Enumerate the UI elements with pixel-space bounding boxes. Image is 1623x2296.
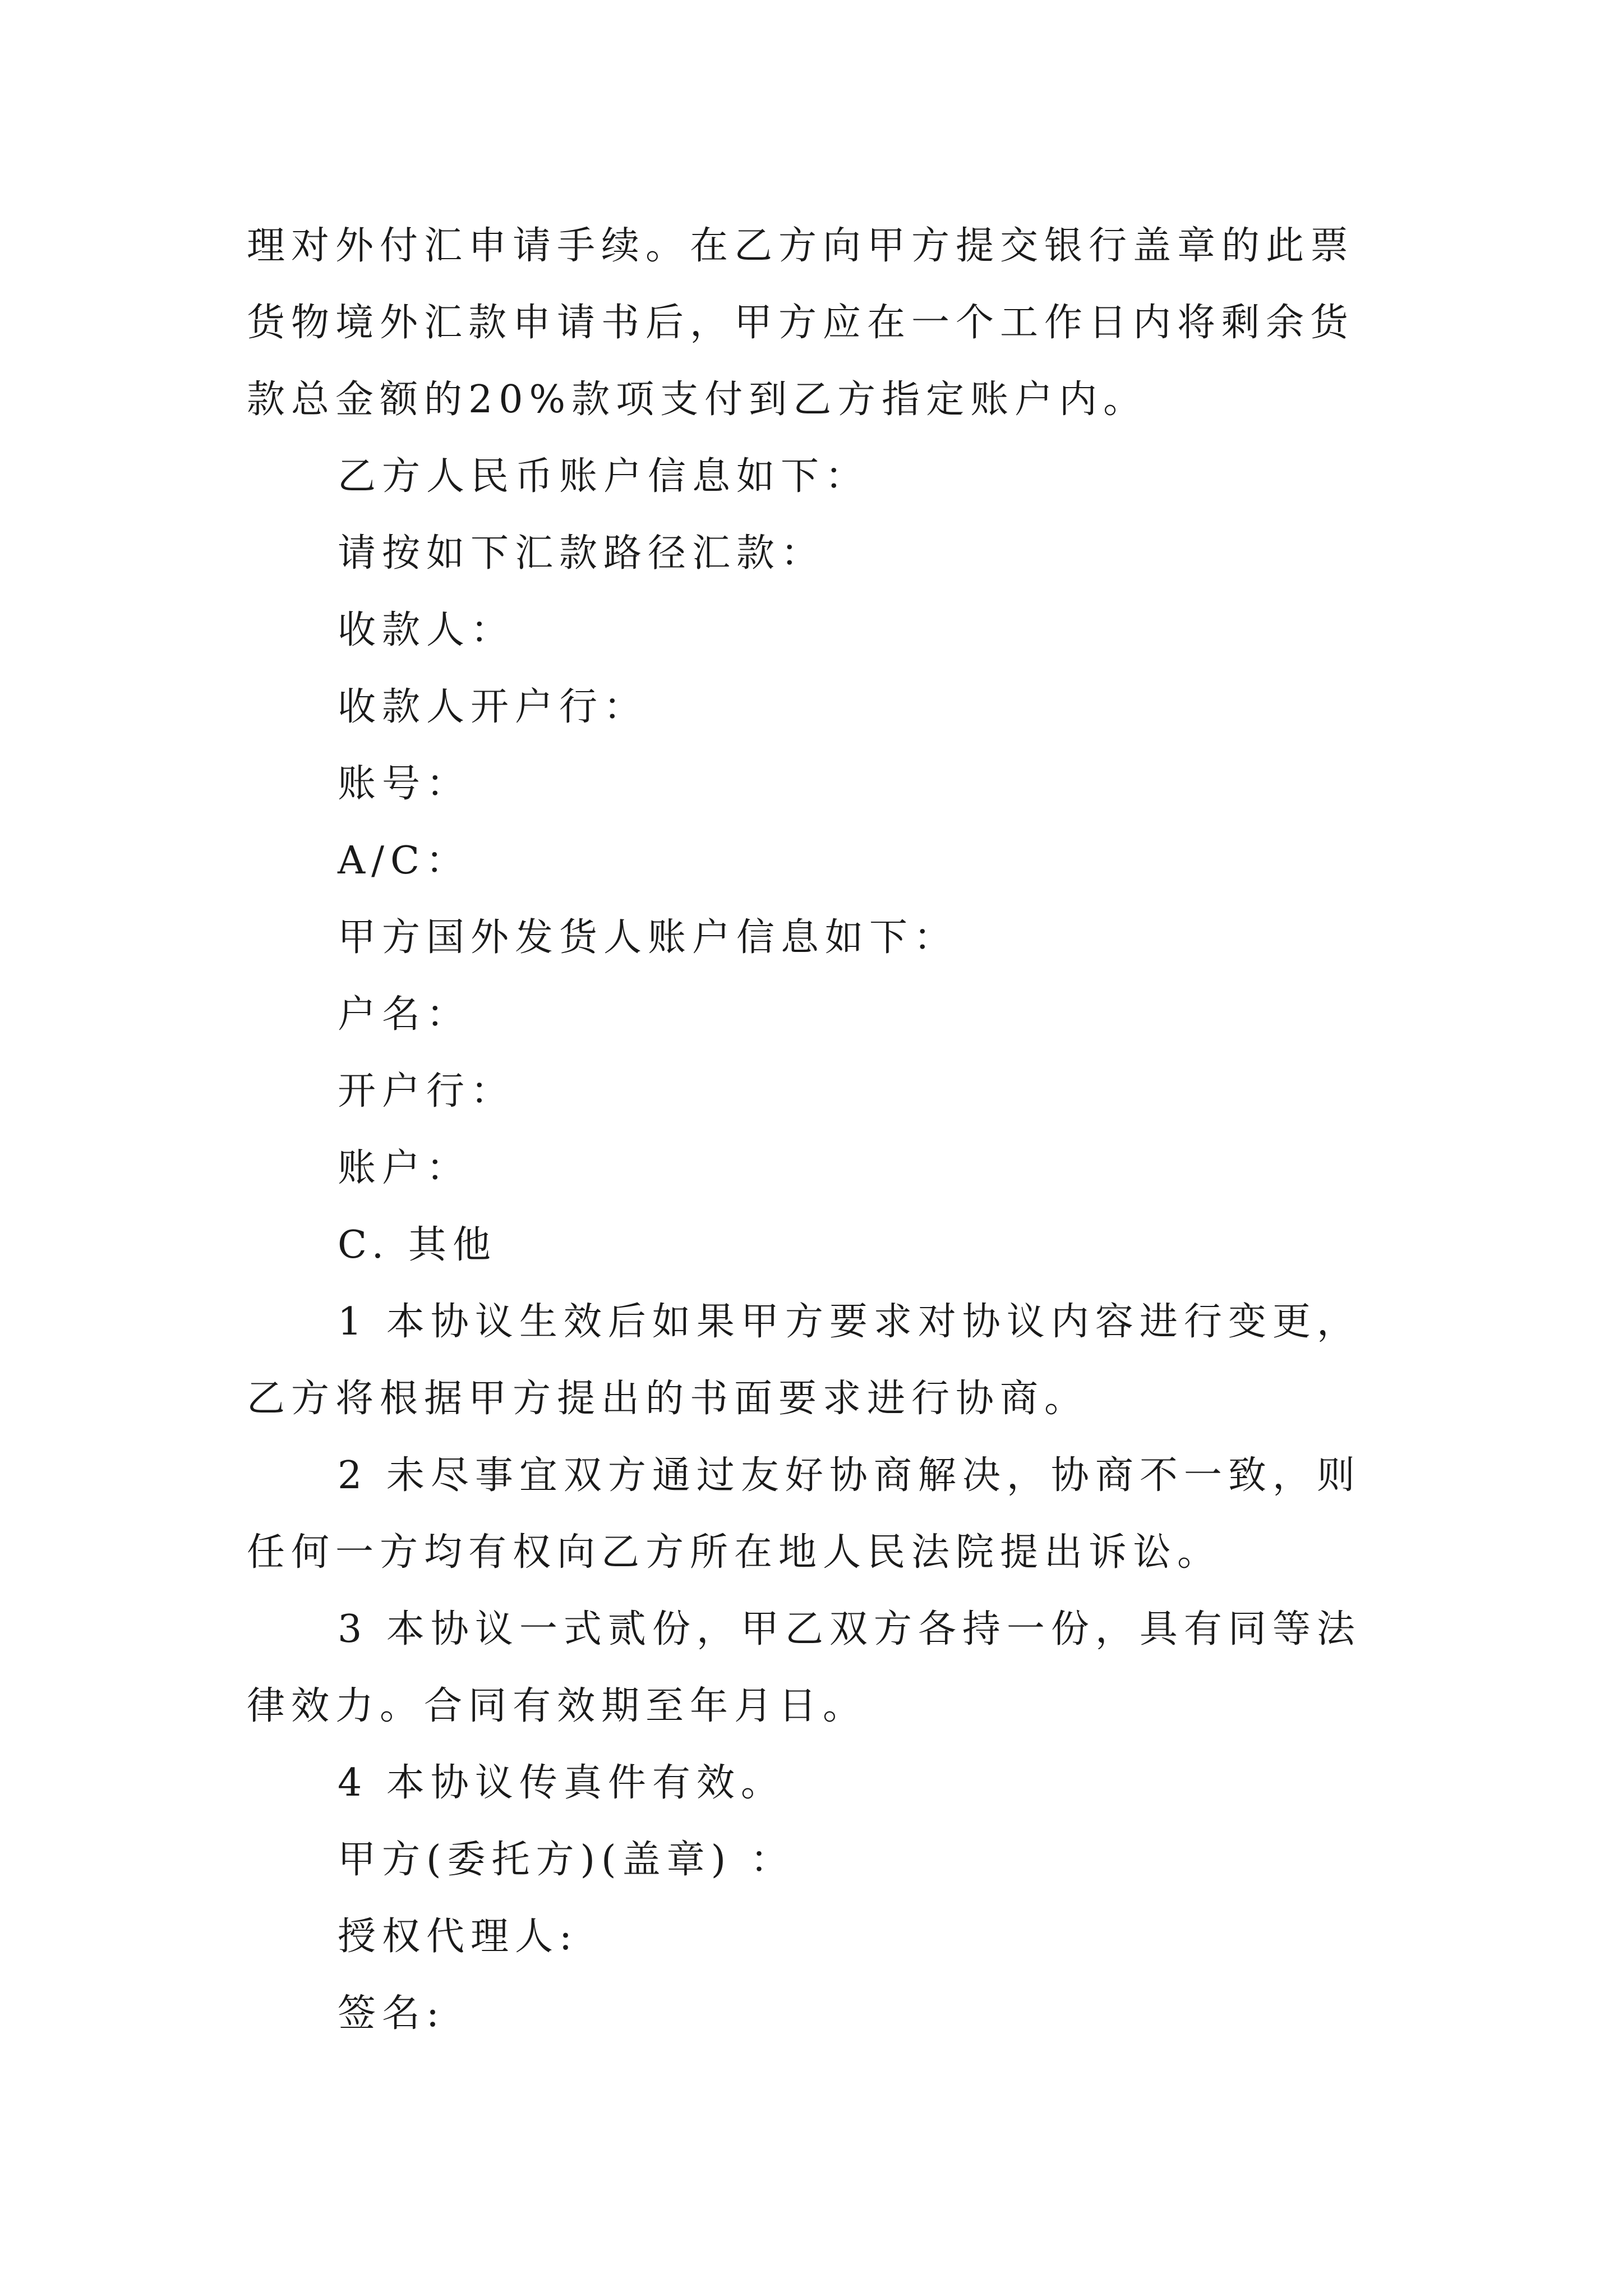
- remittance-path-instruction: 请按如下汇款路径汇款：: [338, 531, 826, 576]
- clause-3-paragraph: 3 本协议一式贰份，甲乙双方各持一份，具有同等法律效力。合同有效期至年月日。: [247, 1607, 1361, 1728]
- account-field: 账户：: [338, 1146, 471, 1190]
- document-page: [247, 208, 1391, 2052]
- opening-bank-field: 开户行：: [338, 1069, 515, 1114]
- account-name-field: 户名：: [338, 992, 471, 1037]
- payment-continuation-paragraph: 理对外付汇申请手续。在乙方向甲方提交银行盖章的此票货物境外汇款申请书后，甲方应在一个工作日内将剩余货款总金额的20%款项支付到乙方指定账户内。: [247, 224, 1355, 422]
- section-c-heading: C. 其他: [338, 1223, 497, 1267]
- ac-field: A/C：: [338, 839, 471, 883]
- signature-line: 签名:: [338, 1991, 445, 2036]
- authorized-agent-line: 授权代理人:: [338, 1915, 578, 1959]
- account-number-field: 账号：: [338, 762, 471, 806]
- payee-field: 收款人：: [338, 608, 515, 652]
- clause-4-paragraph: 4 本协议传真件有效。: [338, 1761, 785, 1805]
- party-a-seal-line: 甲方(委托方)(盖章) ：: [338, 1838, 795, 1882]
- clause-1-paragraph: 1 本协议生效后如果甲方要求对协议内容进行变更，乙方将根据甲方提出的书面要求进行协商。: [247, 1300, 1361, 1421]
- party-a-foreign-shipper-account-heading: 甲方国外发货人账户信息如下：: [338, 915, 958, 960]
- clause-2-paragraph: 2 未尽事宜双方通过友好协商解决，协商不一致，则任何一方均有权向乙方所在地人民法院提出诉讼。: [247, 1453, 1361, 1575]
- payee-bank-field: 收款人开户行：: [338, 685, 648, 729]
- party-b-rmb-account-heading: 乙方人民币账户信息如下：: [338, 454, 870, 499]
